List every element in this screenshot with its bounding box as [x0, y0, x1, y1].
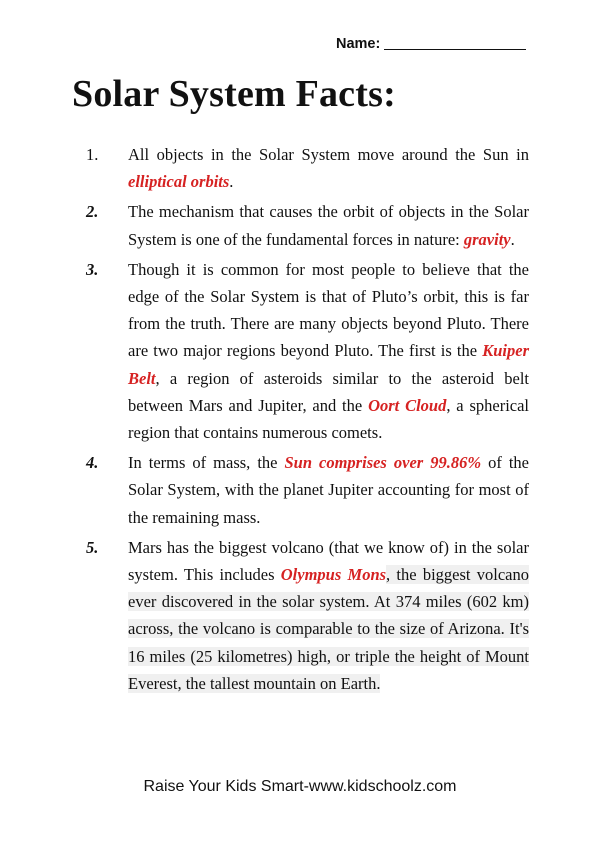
name-label: Name:: [336, 36, 381, 52]
fact-text: , the biggest volcano ever discovered in the solar system. At 374 miles (602 km) across, the volcano is comparable to the size of Arizona. It's 16 miles (25 kilometres) high, or triple the height of Mount Everest, the tallest mountain on Earth.: [128, 565, 529, 693]
page-title: Solar System Facts:: [72, 73, 396, 115]
fact-item-2: [86, 198, 529, 252]
fact-highlight: Kuiper Belt: [128, 341, 529, 388]
fact-text: , a region of asteroids similar to the asteroid belt between Mars and Jupiter, and the: [128, 368, 529, 415]
footer-source: Raise Your Kids Smart-www.kidschoolz.com: [143, 778, 457, 795]
fact-number: 4.: [86, 453, 99, 473]
fact-text: Though it is common for most people to believe that the edge of the Solar System is that of Pluto’s orbit, this is far from the truth. There are many objects beyond Pluto. There are two major regions beyond Pluto. The first is the: [128, 259, 529, 361]
fact-number: 5.: [86, 537, 99, 557]
fact-number: 3.: [86, 259, 99, 279]
fact-text: , a spherical region that contains numerous comets.: [128, 395, 530, 443]
fact-text: In terms of mass, the: [128, 453, 285, 473]
fact-text: .: [510, 229, 515, 249]
fact-item-5: [86, 534, 529, 697]
fact-number: 1.: [86, 145, 99, 164]
fact-highlight: Olympus Mons: [280, 565, 387, 585]
facts-list: [86, 141, 529, 700]
fact-text: .: [229, 172, 234, 192]
fact-text: All objects in the Solar System move around the Sun in: [128, 145, 529, 164]
name-blank-line[interactable]: [384, 49, 526, 50]
fact-highlight: Sun comprises over 99.86%: [284, 453, 482, 473]
fact-item-4: [86, 449, 529, 531]
fact-text: The mechanism that causes the orbit of objects in the Solar System is one of the fundamental forces in nature:: [128, 202, 529, 249]
name-field[interactable]: [336, 36, 526, 52]
fact-text: of the Solar System, with the planet Jupiter accounting for most of the remaining mass.: [128, 453, 530, 527]
fact-highlight: Oort Cloud: [368, 395, 447, 415]
fact-highlight: elliptical orbits: [128, 172, 230, 192]
fact-number: 2.: [86, 202, 99, 222]
fact-text: Mars has the biggest volcano (that we know of) in the solar system. This includes: [128, 537, 529, 585]
fact-item-3: [86, 256, 529, 446]
fact-highlight: gravity: [463, 229, 511, 249]
fact-item-1: [86, 141, 529, 195]
